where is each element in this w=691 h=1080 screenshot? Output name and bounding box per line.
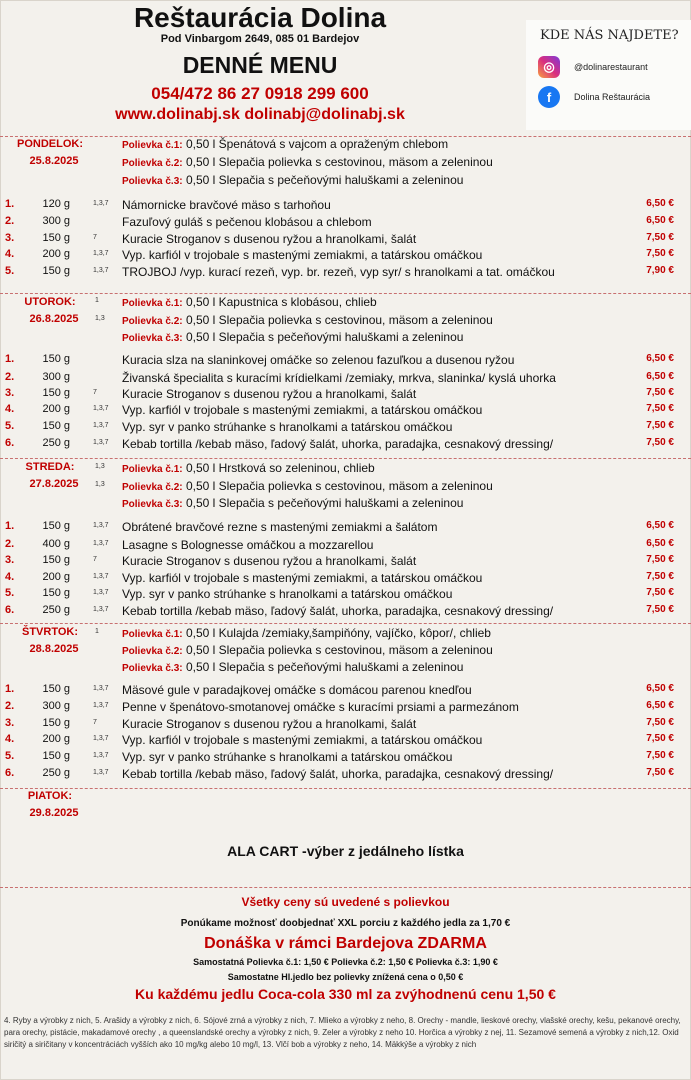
meal-name: Vyp. syr v panko strúhanke s hranolkami a tatárskou omáčkou <box>122 587 453 601</box>
meal-price: 6,50 € <box>646 353 674 364</box>
meal-price: 7,50 € <box>646 403 674 414</box>
meal-name: Kuracie Stroganov s dusenou ryžou a hranolkami, šalát <box>122 717 417 731</box>
soup-label: Polievka č.2: <box>122 316 183 327</box>
meal-weight: 300 g <box>42 371 70 383</box>
meal-row <box>0 265 691 282</box>
meal-name: Mäsové gule v paradajkovej omáčke s domácou parenou knedľou <box>122 683 472 697</box>
meal-weight: 250 g <box>42 604 70 616</box>
soup-name: 0,50 l Slepačia polievka s cestovinou, mäsom a zeleninou <box>185 313 493 327</box>
day-name: STREDA: <box>25 461 75 473</box>
meal-price: 7,50 € <box>646 717 674 728</box>
meal-number: 2. <box>5 538 15 550</box>
day-name: PIATOK: <box>27 790 73 802</box>
alacart-note: ALA CART -výber z jedálneho lístka <box>227 843 464 859</box>
meal-name: Penne v špenátovo-smotanovej omáčke s kuracími prsiami a parmezánom <box>122 700 519 714</box>
meal-row <box>0 387 691 404</box>
meal-number: 4. <box>5 403 15 415</box>
meal-row <box>0 198 691 215</box>
meal-name: Kebab tortilla /kebab mäso, ľadový šalát, uhorka, paradajka, cesnakový dressing/ <box>122 604 554 618</box>
soup-label: Polievka č.3: <box>122 663 183 674</box>
meal-row <box>0 403 691 420</box>
soup-label: Polievka č.2: <box>122 482 183 493</box>
meal-allergens: 1,3,7 <box>93 606 109 613</box>
meal-name: Kebab tortilla /kebab mäso, ľadový šalát, uhorka, paradajka, cesnakový dressing/ <box>122 437 554 451</box>
meal-allergens: 1,3,7 <box>93 522 109 529</box>
meal-name: Vyp. syr v panko strúhanke s hranolkami a tatárskou omáčkou <box>122 420 453 434</box>
meal-name: Lasagne s Bolognesse omáčkou a mozzarellou <box>122 538 374 552</box>
meal-number: 4. <box>5 571 15 583</box>
soup-name: 0,50 l Slepačia polievka s cestovinou, mäsom a zeleninou <box>185 155 493 169</box>
meal-weight: 200 g <box>42 733 70 745</box>
soup-allergens: 1 <box>95 628 99 635</box>
soup-name: 0,50 l Slepačia polievka s cestovinou, mäsom a zeleninou <box>185 643 493 657</box>
meal-price: 7,50 € <box>646 420 674 431</box>
meal-price: 7,50 € <box>646 248 674 259</box>
meal-number: 6. <box>5 604 15 616</box>
meal-number: 3. <box>5 387 15 399</box>
meal-allergens: 1,3,7 <box>93 405 109 412</box>
facebook-icon: f <box>538 86 560 108</box>
day-date: 25.8.2025 <box>29 155 79 167</box>
meal-name: Obrátené bravčové rezne s mastenými zemiakmi a šalátom <box>122 520 438 534</box>
meal-price: 6,50 € <box>646 538 674 549</box>
meal-name: Kuracia slza na slaninkovej omáčke so zelenou fazuľkou a dusenou ryžou <box>122 353 515 367</box>
meal-allergens: 7 <box>93 719 97 726</box>
instagram-link[interactable] <box>538 56 648 78</box>
meal-row <box>0 248 691 265</box>
meal-price: 7,50 € <box>646 767 674 778</box>
meal-number: 5. <box>5 587 15 599</box>
meal-weight: 200 g <box>42 248 70 260</box>
meal-allergens: 1,3,7 <box>93 540 109 547</box>
restaurant-address: Pod Vinbargom 2649, 085 01 Bardejov <box>160 33 360 45</box>
soup-label: Polievka č.1: <box>122 298 183 309</box>
meal-row <box>0 520 691 537</box>
meal-name: Kuracie Stroganov s dusenou ryžou a hranolkami, šalát <box>122 554 417 568</box>
day-date: 29.8.2025 <box>29 807 79 819</box>
soup-name: 0,50 l Kapustnica s klobásou, chlieb <box>185 295 377 309</box>
meal-weight: 150 g <box>42 520 70 532</box>
meal-name: Vyp. karfiól v trojobale s mastenými zemiakmi, a tatárskou omáčkou <box>122 733 483 747</box>
meal-weight: 150 g <box>42 353 70 365</box>
meal-name: Vyp. karfiól v trojobale s mastenými zemiakmi, a tatárskou omáčkou <box>122 248 483 262</box>
menu-title: DENNÉ MENU <box>182 52 338 78</box>
meal-allergens: 7 <box>93 389 97 396</box>
meal-weight: 400 g <box>42 538 70 550</box>
meal-price: 7,50 € <box>646 437 674 448</box>
meal-allergens: 1,3,7 <box>93 439 109 446</box>
meal-allergens: 1,3,7 <box>93 752 109 759</box>
soup-prices: Samostatná Polievka č.1: 1,50 € Polievka č.2: 1,50 € Polievka č.3: 1,90 € <box>193 957 498 967</box>
meal-number: 4. <box>5 733 15 745</box>
cola-offer: Ku každému jedlu Coca-cola 330 ml za zvýhodnenú cenu 1,50 € <box>135 986 556 1002</box>
social-box <box>526 20 691 130</box>
soup-item <box>122 295 377 309</box>
meal-row <box>0 700 691 717</box>
meal-row <box>0 232 691 249</box>
meal-name: Kuracie Stroganov s dusenou ryžou a hranolkami, šalát <box>122 387 417 401</box>
meal-price: 7,50 € <box>646 554 674 565</box>
prices-note: Všetky ceny sú uvedené s polievkou <box>241 895 450 909</box>
meal-number: 3. <box>5 554 15 566</box>
soup-name: 0,50 l Slepačia s pečeňovými haluškami a zeleninou <box>185 330 464 344</box>
soup-allergens: 1 <box>95 297 99 304</box>
facebook-name: Dolina Reštaurácia <box>574 92 651 102</box>
meal-name: Námornicke bravčové mäso s tarhoňou <box>122 198 331 212</box>
social-title: KDE NÁS NAJDETE? <box>540 28 679 43</box>
meal-weight: 120 g <box>42 198 70 210</box>
day-divider <box>0 623 691 624</box>
meal-row <box>0 554 691 571</box>
meal-price: 6,50 € <box>646 700 674 711</box>
meal-name: Fazuľový guláš s pečenou klobásou a chlebom <box>122 215 372 229</box>
phone-numbers: 054/472 86 27 0918 299 600 <box>151 84 369 103</box>
meal-name: Vyp. karfiól v trojobale s mastenými zemiakmi, a tatárskou omáčkou <box>122 571 483 585</box>
meal-allergens: 1,3,7 <box>93 702 109 709</box>
meal-price: 7,50 € <box>646 733 674 744</box>
footer-divider <box>0 887 691 888</box>
day-name: PONDELOK: <box>17 138 83 150</box>
soup-allergens: 1,3 <box>95 481 105 488</box>
meal-allergens: 1,3,7 <box>93 200 109 207</box>
meal-allergens: 1,3,7 <box>93 769 109 776</box>
meal-weight: 150 g <box>42 265 70 277</box>
meal-name: Kuracie Stroganov s dusenou ryžou a hranolkami, šalát <box>122 232 417 246</box>
meal-number: 6. <box>5 437 15 449</box>
instagram-handle: @dolinarestaurant <box>574 62 648 72</box>
meal-weight: 300 g <box>42 215 70 227</box>
day-divider <box>0 458 691 459</box>
main-only-note: Samostatne Hl.jedlo bez polievky znížená cena o 0,50 € <box>227 972 464 982</box>
meal-number: 2. <box>5 700 15 712</box>
day-name: UTOROK: <box>24 296 76 308</box>
meal-allergens: 7 <box>93 234 97 241</box>
meal-weight: 150 g <box>42 750 70 762</box>
meal-number: 4. <box>5 248 15 260</box>
meal-row <box>0 538 691 555</box>
meal-number: 6. <box>5 767 15 779</box>
day-date: 28.8.2025 <box>29 643 79 655</box>
meal-row <box>0 215 691 232</box>
meal-row <box>0 420 691 437</box>
soup-item <box>122 313 493 327</box>
meal-number: 1. <box>5 198 15 210</box>
meal-number: 5. <box>5 420 15 432</box>
web-contacts[interactable]: www.dolinabj.sk dolinabj@dolinabj.sk <box>115 106 405 123</box>
meal-price: 6,50 € <box>646 683 674 694</box>
meal-weight: 150 g <box>42 683 70 695</box>
meal-weight: 250 g <box>42 767 70 779</box>
soup-item <box>122 643 493 657</box>
meal-price: 7,50 € <box>646 587 674 598</box>
soup-name: 0,50 l Slepačia s pečeňovými haluškami a zeleninou <box>185 496 464 510</box>
meal-weight: 150 g <box>42 554 70 566</box>
meal-allergens: 1,3,7 <box>93 685 109 692</box>
meal-allergens: 1,3,7 <box>93 573 109 580</box>
meal-price: 6,50 € <box>646 198 674 209</box>
meal-name: Živanská špecialita s kuracími krídielkami /zemiaky, mrkva, slaninka/ kyslá uhorka <box>122 371 556 385</box>
day-divider <box>0 293 691 294</box>
soup-label: Polievka č.3: <box>122 333 183 344</box>
day-name: ŠTVRTOK: <box>21 626 79 638</box>
soup-item <box>122 479 493 493</box>
meal-row <box>0 587 691 604</box>
soup-label: Polievka č.3: <box>122 499 183 510</box>
meal-number: 1. <box>5 683 15 695</box>
meal-price: 7,50 € <box>646 571 674 582</box>
meal-weight: 150 g <box>42 587 70 599</box>
restaurant-title: Reštaurácia Dolina <box>133 2 387 33</box>
delivery-note: Donáška v rámci Bardejova ZDARMA <box>204 935 487 952</box>
soup-label: Polievka č.1: <box>122 629 183 640</box>
soup-label: Polievka č.3: <box>122 176 183 187</box>
meal-price: 7,50 € <box>646 750 674 761</box>
meal-weight: 150 g <box>42 387 70 399</box>
instagram-icon: ◎ <box>538 56 560 78</box>
meal-weight: 150 g <box>42 717 70 729</box>
meal-number: 1. <box>5 520 15 532</box>
soup-label: Polievka č.2: <box>122 158 183 169</box>
meal-row <box>0 571 691 588</box>
soup-name: 0,50 l Slepačia s pečeňovými haluškami a zeleninou <box>185 660 464 674</box>
meal-name: Vyp. karfiól v trojobale s mastenými zemiakmi, a tatárskou omáčkou <box>122 403 483 417</box>
soup-item <box>122 660 463 674</box>
meal-price: 7,50 € <box>646 387 674 398</box>
soup-item <box>122 496 463 510</box>
meal-number: 3. <box>5 232 15 244</box>
meal-price: 7,50 € <box>646 232 674 243</box>
meal-number: 5. <box>5 265 15 277</box>
meal-weight: 250 g <box>42 437 70 449</box>
day-date: 26.8.2025 <box>29 313 79 325</box>
meal-allergens: 1,3,7 <box>93 589 109 596</box>
meal-number: 5. <box>5 750 15 762</box>
day-divider <box>0 788 691 789</box>
meal-row <box>0 371 691 388</box>
xxl-note: Ponúkame možnosť doobjednať XXL porciu z každého jedla za 1,70 € <box>180 918 511 929</box>
meal-number: 3. <box>5 717 15 729</box>
soup-name: 0,50 l Slepačia s pečeňovými haluškami a zeleninou <box>185 173 464 187</box>
meal-price: 6,50 € <box>646 520 674 531</box>
meal-allergens: 1,3,7 <box>93 250 109 257</box>
soup-item <box>122 173 463 187</box>
meal-weight: 200 g <box>42 403 70 415</box>
soup-item <box>122 137 448 151</box>
day-date: 27.8.2025 <box>29 478 79 490</box>
meal-row <box>0 353 691 370</box>
meal-number: 1. <box>5 353 15 365</box>
meal-row <box>0 767 691 784</box>
soup-name: 0,50 l Hrstková so zeleninou, chlieb <box>185 461 375 475</box>
soup-item <box>122 155 493 169</box>
meal-allergens: 7 <box>93 556 97 563</box>
meal-weight: 150 g <box>42 420 70 432</box>
meal-weight: 300 g <box>42 700 70 712</box>
meal-name: Vyp. syr v panko strúhanke s hranolkami a tatárskou omáčkou <box>122 750 453 764</box>
soup-allergens: 1,3 <box>95 315 105 322</box>
meal-allergens: 1,3,7 <box>93 422 109 429</box>
meal-price: 6,50 € <box>646 371 674 382</box>
meal-number: 2. <box>5 371 15 383</box>
soup-item <box>122 626 491 640</box>
soup-label: Polievka č.1: <box>122 464 183 475</box>
meal-weight: 200 g <box>42 571 70 583</box>
meal-row <box>0 733 691 750</box>
soup-item <box>122 330 463 344</box>
meal-allergens: 1,3,7 <box>93 735 109 742</box>
meal-allergens: 1,3,7 <box>93 267 109 274</box>
meal-price: 7,90 € <box>646 265 674 276</box>
meal-name: TROJBOJ /vyp. kurací rezeň, vyp. br. rezeň, vyp syr/ s hranolkami a tat. omáčkou <box>122 265 555 279</box>
meal-price: 7,50 € <box>646 604 674 615</box>
meal-row <box>0 683 691 700</box>
soup-name: 0,50 l Kulajda /zemiaky,šampiňóny, vajíčko, kôpor/, chlieb <box>185 626 491 640</box>
meal-row <box>0 750 691 767</box>
meal-price: 6,50 € <box>646 215 674 226</box>
meal-weight: 150 g <box>42 232 70 244</box>
meal-row <box>0 604 691 621</box>
meal-name: Kebab tortilla /kebab mäso, ľadový šalát, uhorka, paradajka, cesnakový dressing/ <box>122 767 554 781</box>
allergens-list: 4. Ryby a výrobky z nich, 5. Arašidy a výrobky z nich, 6. Sójové zrná a výrobky z nich, 7. Mlieko a výrobky z neho, 8. Orechy - mandle, lieskové orechy, vlašské orechy, kešu, pekanové orechy, para orechy, pistácie, makadamové orechy , a queenslandské orechy a výrobky z nich, 9. Zeler a výrobky z neho 10. Horčica a výrobky z nej, 11. Sezamové semená a výrobky z nich,12. Oxid siričitý a siričitany v koncentráciách vyšších ako 10 mg/kg alebo 10 mg/l, 13. Vlčí bob a výrobky z neho, 14. Mäkkýše a výrobky z nich <box>4 1016 681 1049</box>
soup-item <box>122 461 375 475</box>
soup-name: 0,50 l Slepačia polievka s cestovinou, mäsom a zeleninou <box>185 479 493 493</box>
soup-name: 0,50 l Špenátová s vajcom a opraženým chlebom <box>185 137 449 151</box>
soup-label: Polievka č.2: <box>122 646 183 657</box>
meal-row <box>0 717 691 734</box>
meal-row <box>0 437 691 454</box>
soup-allergens: 1,3 <box>95 463 105 470</box>
soup-label: Polievka č.1: <box>122 140 183 151</box>
meal-number: 2. <box>5 215 15 227</box>
facebook-link[interactable] <box>538 86 650 108</box>
